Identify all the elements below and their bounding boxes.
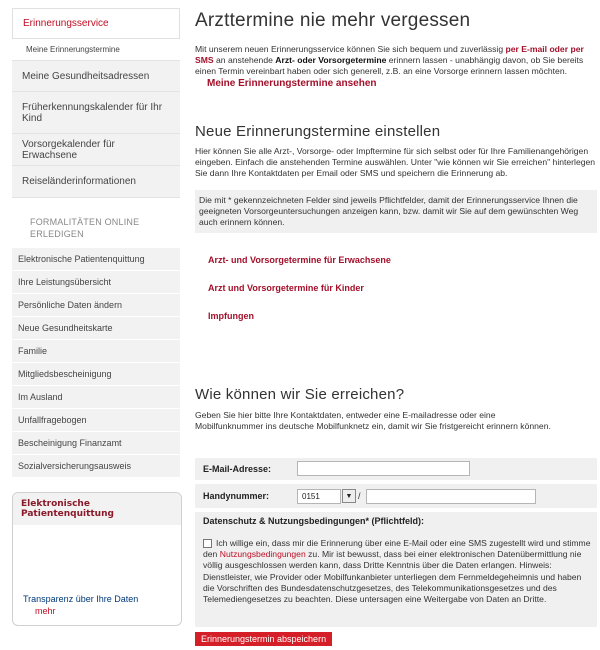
box-title: Elektronische Patientenquittung xyxy=(13,493,181,525)
required-fields-note: Die mit * gekennzeichneten Felder sind jeweils Pflichtfelder, damit der Erinnerungsservice Ihnen die geeigneten Vorsorgeuntersuchungen anzeigen kann, bzw. damit wir Sie auf dem gewünschten Weg auch erinnern können. xyxy=(195,190,597,233)
sidebar-item-mitgliedsbescheinigung[interactable]: Mitgliedsbescheinigung xyxy=(12,363,180,386)
section-title-reach: Wie können wir Sie erreichen? xyxy=(195,386,405,403)
section-title-new-reminders: Neue Erinnerungstermine einstellen xyxy=(195,123,441,140)
sidebar-item-gesundheitskarte[interactable]: Neue Gesundheitskarte xyxy=(12,317,180,340)
phone-separator: / xyxy=(358,491,361,501)
sidebar-item-reiselaender[interactable]: Reiseländerinformationen xyxy=(12,166,180,198)
terms-link[interactable]: Nutzungsbedingungen xyxy=(219,549,306,560)
new-reminders-text: Hier können Sie alle Arzt-, Vorsorge- oder Impftermine für sich selbst oder für Ihre Familienangehörigen eingeben. Einfach die anstehenden Termine auswählen. Unter "wie können wir Sie erreichen" hinterlegen Sie dann Ihre Kontaktdaten per Email oder SMS und speichern die Erinnerung ab. xyxy=(195,146,596,178)
save-reminder-button[interactable]: Erinnerungstermin abspeichern xyxy=(195,632,332,646)
view-reminders-link[interactable]: Meine Erinnerungstermine ansehen xyxy=(207,78,377,89)
sidebar-item-erinnerungsservice[interactable]: Erinnerungsservice xyxy=(12,8,180,39)
consent-text: Ich willige ein, dass mir die Erinnerung über eine E-Mail oder eine SMS zugestellt wird und stimme den Nutzungsbedingungen zu. Mir ist bewusst, dass bei einer elektronischen Datenübermittlung nie völlig ausgeschlossen werden kann, dass Dritte Kenntnis über die Daten erlangen. Hinweis: Dienstleister, wie Provider oder Mobilfunkanbieter unterliegen dem Fernmeldegeheimnis und haben die Vorschriften des Bundesdatenschutzgesetzes, des Telekommunikationsgesetzes und des Telemediengesetzes zu beachten. Diese untersagen eine Weitergabe von Daten an Dritte. xyxy=(203,538,591,605)
sidebar-item-patientenquittung[interactable]: Elektronische Patientenquittung xyxy=(12,248,180,271)
email-input[interactable] xyxy=(297,461,470,476)
sidebar-item-persoenliche-daten[interactable]: Persönliche Daten ändern xyxy=(12,294,180,317)
link-impfungen[interactable]: Impfungen xyxy=(208,311,254,321)
reach-text: Geben Sie hier bitte Ihre Kontaktdaten, entweder eine E-mailadresse oder eine Mobilfunknummer ins deutsche Mobilfunknetz ein, damit wir Sie fristgereicht erinnern können. xyxy=(195,410,551,431)
patientenquittung-box xyxy=(12,492,182,626)
page-title: Arzttermine nie mehr vergessen xyxy=(195,10,471,31)
sidebar-item-unfallfragebogen[interactable]: Unfallfragebogen xyxy=(12,409,180,432)
sidebar-item-sozialversicherungsausweis[interactable]: Sozialversicherungsausweis xyxy=(12,455,180,478)
sidebar-item-frueherkennungskalender[interactable]: Früherkennungskalender für Ihr Kind xyxy=(12,92,180,134)
sidebar xyxy=(12,8,180,626)
consent-row xyxy=(195,530,597,627)
phone-row xyxy=(195,484,597,508)
sidebar-item-leistungsuebersicht[interactable]: Ihre Leistungsübersicht xyxy=(12,271,180,294)
more-link[interactable]: mehr xyxy=(35,606,56,616)
email-label: E-Mail-Adresse: xyxy=(203,464,272,474)
link-kinder[interactable]: Arzt und Vorsorgetermine für Kinder xyxy=(208,283,364,293)
email-row xyxy=(195,458,597,480)
sidebar-item-familie[interactable]: Familie xyxy=(12,340,180,363)
transparenz-link-label: Transparenz über Ihre Daten xyxy=(23,594,139,604)
transparenz-link[interactable] xyxy=(23,593,173,617)
phone-number-input[interactable] xyxy=(366,489,536,504)
sidebar-item-vorsorgekalender[interactable]: Vorsorgekalender für Erwachsene xyxy=(12,134,180,166)
phone-prefix-select[interactable]: 0151 xyxy=(297,489,341,504)
contact-section xyxy=(195,0,597,650)
privacy-label: Datenschutz & Nutzungsbedingungen* (Pflichtfeld): xyxy=(203,516,424,526)
sidebar-item-gesundheitsadressen[interactable]: Meine Gesundheitsadressen xyxy=(12,61,180,92)
phone-label: Handynummer: xyxy=(203,491,270,501)
section-label-formalitaeten: FORMALITÄTEN ONLINE ERLEDIGEN xyxy=(12,198,180,248)
chevron-down-icon[interactable]: ▼ xyxy=(342,489,356,503)
privacy-row xyxy=(195,512,597,530)
link-erwachsene[interactable]: Arzt- und Vorsorgetermine für Erwachsene xyxy=(208,255,391,265)
sidebar-item-finanzamt[interactable]: Bescheinigung Finanzamt xyxy=(12,432,180,455)
sidebar-subitem-meine-erinnerungstermine[interactable]: Meine Erinnerungstermine xyxy=(12,39,180,61)
sidebar-item-im-ausland[interactable]: Im Ausland xyxy=(12,386,180,409)
intro-text: Mit unserem neuen Erinnerungsservice können Sie sich bequem und zuverlässig per E-mail oder per SMS an anstehende Arzt- oder Vorsorgetermine erinnern lassen - unabhängig davon, ob Sie bereits einen Termin vereinbart haben oder sich generell, z.B. an eine Vorsorge erinnern lassen möchten. xyxy=(195,44,584,76)
